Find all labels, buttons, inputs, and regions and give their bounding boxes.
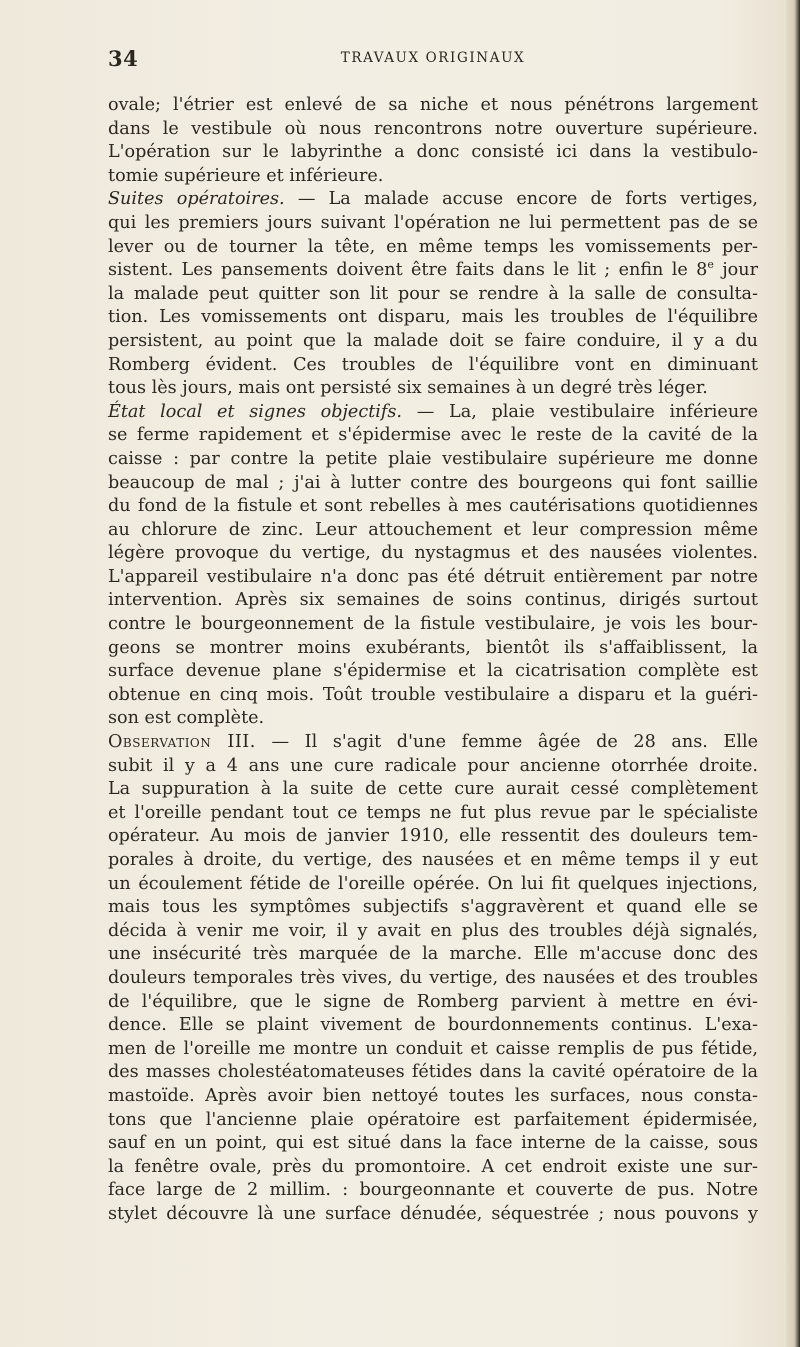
line-text: lever ou de tourner la tête, en même temps les vomissements per- bbox=[108, 236, 758, 257]
text-line bbox=[108, 896, 758, 920]
text-line bbox=[108, 448, 758, 472]
text-line bbox=[108, 943, 758, 967]
line-text: L'opération sur le labyrinthe a donc consisté ici dans la vestibulo- bbox=[108, 142, 758, 163]
line-text: dans le vestibule où nous rencontrons notre ouverture supérieure. bbox=[108, 118, 758, 139]
text-line bbox=[108, 660, 758, 684]
text-line bbox=[108, 849, 758, 873]
line-text: tomie supérieure et inférieure. bbox=[108, 165, 384, 186]
running-head: TRAVAUX ORIGINAUX bbox=[340, 50, 526, 66]
line-text: caisse : par contre la petite plaie vestibulaire supérieure me donne bbox=[108, 448, 758, 469]
line-text: dence. Elle se plaint vivement de bourdonnements continus. L'exa- bbox=[108, 1015, 758, 1036]
text-line bbox=[108, 188, 758, 212]
line-text: surface devenue plane s'épidermise et la cicatrisation complète est bbox=[108, 661, 758, 682]
text-line bbox=[108, 259, 758, 283]
text-line bbox=[108, 1085, 758, 1109]
text-line bbox=[108, 1014, 758, 1038]
line-text: subit il y a 4 ans une cure radicale pour ancienne otorrhée droite. bbox=[108, 755, 758, 776]
line-text: Romberg évident. Ces troubles de l'équilibre vont en diminuant bbox=[108, 354, 758, 375]
text-line bbox=[108, 566, 758, 590]
line-text: face large de 2 millim. : bourgeonnante et couverte de pus. Notre bbox=[108, 1180, 758, 1201]
text-line bbox=[108, 330, 758, 354]
text-line bbox=[108, 1038, 758, 1062]
page-header bbox=[108, 46, 758, 74]
text-line bbox=[108, 118, 758, 142]
text-line bbox=[108, 424, 758, 448]
text-line bbox=[108, 825, 758, 849]
text-line bbox=[108, 1156, 758, 1180]
text-line bbox=[108, 236, 758, 260]
text-line bbox=[108, 401, 758, 425]
line-text: la malade peut quitter son lit pour se rendre à la salle de consulta- bbox=[108, 283, 758, 304]
section-heading: Observation III. bbox=[108, 732, 256, 753]
body-text bbox=[108, 94, 758, 1227]
line-text: tous lès jours, mais ont persisté six semaines à un degré très léger. bbox=[108, 378, 708, 399]
text-line bbox=[108, 778, 758, 802]
text-line bbox=[108, 802, 758, 826]
line-text: tion. Les vomissements ont disparu, mais les troubles de l'équilibre bbox=[108, 307, 758, 328]
section-heading: Suites opératoires. bbox=[108, 189, 285, 210]
line-text: tons que l'ancienne plaie opératoire est parfaitement épidermisée, bbox=[108, 1109, 758, 1130]
line-text: sauf en un point, qui est situé dans la face interne de la caisse, sous bbox=[108, 1133, 758, 1154]
line-text: intervention. Après six semaines de soins continus, dirigés surtout bbox=[108, 590, 758, 611]
text-line bbox=[108, 731, 758, 755]
text-line bbox=[108, 306, 758, 330]
text-line bbox=[108, 967, 758, 991]
line-text: sistent. Les pansements doivent être faits dans le lit ; enfin le 8e jour bbox=[108, 258, 758, 281]
line-text: légère provoque du vertige, du nystagmus et des nausées violentes. bbox=[108, 543, 758, 564]
text-line bbox=[108, 542, 758, 566]
line-text: un écoulement fétide de l'oreille opérée. On lui fit quelques injections, bbox=[108, 873, 758, 894]
text-line bbox=[108, 354, 758, 378]
text-line bbox=[108, 165, 758, 189]
line-text: de l'équilibre, que le signe de Romberg parvient à mettre en évi- bbox=[108, 991, 758, 1012]
text-line bbox=[108, 1109, 758, 1133]
line-text: — Il s'agit d'une femme âgée de 28 ans. Elle bbox=[255, 732, 759, 753]
line-text: contre le bourgeonnement de la fistule vestibulaire, je vois les bour- bbox=[108, 614, 758, 635]
text-line bbox=[108, 1061, 758, 1085]
text-line bbox=[108, 212, 758, 236]
text-line bbox=[108, 707, 758, 731]
line-text: des masses cholestéatomateuses fétides dans la cavité opératoire de la bbox=[108, 1062, 758, 1083]
text-line bbox=[108, 589, 758, 613]
line-text: mastoïde. Après avoir bien nettoyé toutes les surfaces, nous consta- bbox=[108, 1085, 758, 1106]
line-text: douleurs temporales très vives, du vertige, des nausées et des troubles bbox=[108, 967, 758, 988]
line-text: obtenue en cinq mois. Toût trouble vestibulaire a disparu et la guéri- bbox=[108, 684, 758, 705]
text-line bbox=[108, 684, 758, 708]
text-line bbox=[108, 1132, 758, 1156]
text-line bbox=[108, 1179, 758, 1203]
text-line bbox=[108, 283, 758, 307]
line-text: la fenêtre ovale, près du promontoire. A cet endroit existe une sur- bbox=[108, 1156, 758, 1177]
line-text: beaucoup de mal ; j'ai à lutter contre des bourgeons qui font saillie bbox=[108, 472, 758, 493]
line-text: et l'oreille pendant tout ce temps ne fut plus revue par le spécialiste bbox=[108, 802, 758, 823]
page-edge-shadow bbox=[786, 0, 800, 1347]
text-line bbox=[108, 755, 758, 779]
line-text: mais tous les symptômes subjectifs s'aggravèrent et quand elle se bbox=[108, 897, 758, 918]
text-line bbox=[108, 920, 758, 944]
text-line bbox=[108, 637, 758, 661]
line-text: — La, plaie vestibulaire inférieure bbox=[402, 401, 759, 422]
line-text: ovale; l'étrier est enlevé de sa niche et nous pénétrons largement bbox=[108, 95, 758, 115]
page-number: 34 bbox=[108, 46, 139, 71]
text-line bbox=[108, 873, 758, 897]
text-line bbox=[108, 377, 758, 401]
line-text: porales à droite, du vertige, des nausées et en même temps il y eut bbox=[108, 850, 758, 870]
section-heading: État local et signes objectifs. bbox=[108, 401, 403, 422]
text-line bbox=[108, 94, 758, 118]
text-line bbox=[108, 1203, 758, 1227]
text-line bbox=[108, 613, 758, 637]
line-text: — La malade accuse encore de forts vertiges, bbox=[284, 189, 758, 210]
line-text: persistent, au point que la malade doit se faire conduire, il y a du bbox=[108, 330, 758, 351]
line-text: opérateur. Au mois de janvier 1910, elle ressentit des douleurs tem- bbox=[108, 826, 758, 847]
line-text: son est complète. bbox=[108, 708, 265, 729]
text-line bbox=[108, 519, 758, 543]
line-text: qui les premiers jours suivant l'opération ne lui permettent pas de se bbox=[108, 212, 758, 233]
line-text: La suppuration à la suite de cette cure aurait cessé complètement bbox=[108, 779, 758, 800]
line-text: geons se montrer moins exubérants, bientôt ils s'affaiblissent, la bbox=[108, 637, 758, 658]
line-text: au chlorure de zinc. Leur attouchement et leur compression même bbox=[108, 519, 758, 540]
text-line bbox=[108, 495, 758, 519]
text-line bbox=[108, 472, 758, 496]
line-text: décida à venir me voir, il y avait en plus des troubles déjà signalés, bbox=[108, 920, 758, 941]
line-text: men de l'oreille me montre un conduit et caisse remplis de pus fétide, bbox=[108, 1038, 758, 1059]
line-text: du fond de la fistule et sont rebelles à mes cautérisations quotidiennes bbox=[108, 496, 758, 517]
line-text: L'appareil vestibulaire n'a donc pas été détruit entièrement par notre bbox=[108, 566, 758, 587]
text-line bbox=[108, 991, 758, 1015]
line-text: stylet découvre là une surface dénudée, séquestrée ; nous pouvons y bbox=[108, 1203, 758, 1224]
line-text: se ferme rapidement et s'épidermise avec le reste de la cavité de la bbox=[108, 425, 758, 446]
text-line bbox=[108, 141, 758, 165]
line-text: une insécurité très marquée de la marche. Elle m'accuse donc des bbox=[108, 944, 758, 965]
